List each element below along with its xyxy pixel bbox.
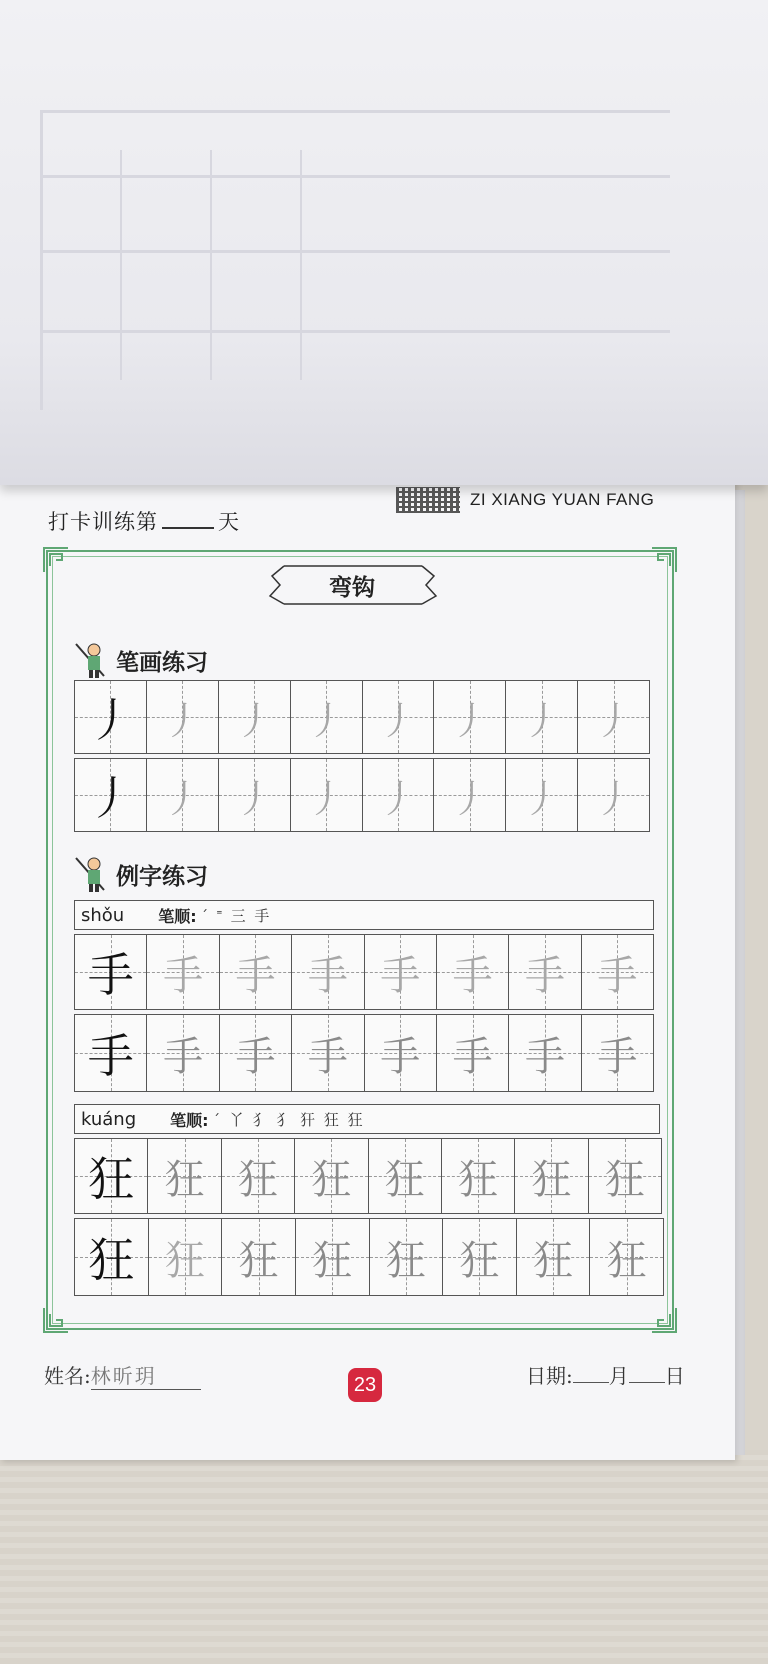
char-trace: 手 (307, 952, 348, 999)
grid-cell (290, 759, 362, 831)
grid-cell (294, 1139, 367, 1213)
grid-cell (295, 1219, 369, 1295)
grid-cell (369, 1219, 443, 1295)
corner-ornament-icon (650, 1306, 678, 1334)
grid-cell (148, 1219, 222, 1295)
name-field: 姓名:林昕玥 (44, 1360, 201, 1390)
corner-ornament-icon (42, 1306, 70, 1334)
grid-cell (146, 935, 218, 1009)
char-trace: 手 (235, 952, 276, 999)
page-stack-edge (735, 490, 745, 1455)
stroke-trace: 丿 (522, 698, 561, 743)
grid-cell (581, 1015, 653, 1091)
char-model: 狂 (88, 1152, 135, 1206)
char-handwritten: 狂 (384, 1156, 425, 1203)
char-trace: 手 (597, 952, 638, 999)
grid-cell (441, 1139, 514, 1213)
char-section-heading: 例字练习 (74, 854, 208, 894)
stroke-practice-row (74, 680, 650, 754)
char-handwritten: 狂 (459, 1237, 500, 1284)
grid-cell (219, 1015, 291, 1091)
checkin-header: 打卡训练第 天 (48, 510, 240, 534)
char-model: 手 (87, 1029, 134, 1083)
char-trace: 手 (524, 952, 565, 999)
grid-cell (75, 681, 146, 753)
stroke-order-label: 笔顺: (170, 1110, 209, 1130)
grid-cell (221, 1219, 295, 1295)
grid-cell (364, 935, 436, 1009)
char-handwritten: 狂 (385, 1237, 426, 1284)
grid-cell (291, 935, 363, 1009)
grid-cell (221, 1139, 294, 1213)
previous-page-flap (0, 0, 768, 485)
page-title: 弯钩 (329, 574, 375, 601)
stroke-trace: 丿 (378, 776, 417, 821)
char-handwritten: 狂 (604, 1156, 645, 1203)
grid-cell (505, 759, 577, 831)
qr-code-icon (396, 487, 460, 513)
char-handwritten: 狂 (238, 1237, 279, 1284)
grid-cell (218, 681, 290, 753)
grid-cell (577, 681, 649, 753)
grid-cell (505, 681, 577, 753)
char-handwritten: 狂 (531, 1156, 572, 1203)
char-practice-row (74, 1218, 664, 1296)
student-figure-icon (74, 854, 110, 894)
grid-cell (75, 1219, 148, 1295)
grid-cell (436, 1015, 508, 1091)
char-model: 手 (87, 948, 134, 1002)
char-handwritten: 手 (524, 1033, 565, 1080)
student-name: 林昕玥 (91, 1360, 201, 1390)
char-handwritten: 手 (380, 1033, 421, 1080)
grid-cell (433, 681, 505, 753)
title-banner (262, 562, 442, 608)
grid-cell (218, 759, 290, 831)
char-handwritten: 狂 (311, 1156, 352, 1203)
char-handwritten: 狂 (606, 1237, 647, 1284)
grid-cell (508, 935, 580, 1009)
stroke-section-heading: 笔画练习 (74, 640, 208, 680)
char-practice-row (74, 1014, 654, 1092)
grid-cell (146, 681, 218, 753)
grid-cell (589, 1219, 663, 1295)
grid-cell (290, 681, 362, 753)
stroke-trace: 丿 (307, 776, 346, 821)
corner-ornament-icon (42, 546, 70, 574)
stroke-trace: 丿 (450, 698, 489, 743)
grid-cell (368, 1139, 441, 1213)
stroke-trace: 丿 (163, 776, 202, 821)
char-handwritten: 狂 (312, 1237, 353, 1284)
char-handwritten: 狂 (533, 1237, 574, 1284)
char-trace: 狂 (164, 1237, 205, 1284)
stroke-model: 丿 (87, 771, 134, 825)
grid-cell (364, 1015, 436, 1091)
grid-cell (581, 935, 653, 1009)
char-practice-row (74, 1138, 662, 1214)
stroke-trace: 丿 (594, 776, 633, 821)
stroke-model: 丿 (87, 693, 134, 747)
stroke-trace: 丿 (163, 698, 202, 743)
char-handwritten: 狂 (237, 1156, 278, 1203)
grid-cell (508, 1015, 580, 1091)
stroke-trace: 丿 (307, 698, 346, 743)
char-model: 狂 (88, 1233, 135, 1287)
char-handwritten: 手 (163, 1033, 204, 1080)
char-handwritten: 狂 (458, 1156, 499, 1203)
grid-cell (516, 1219, 590, 1295)
char-handwritten: 狂 (164, 1156, 205, 1203)
grid-cell (219, 935, 291, 1009)
grid-cell (436, 935, 508, 1009)
char-handwritten: 手 (452, 1033, 493, 1080)
char-handwritten: 手 (307, 1033, 348, 1080)
char-handwritten: 手 (235, 1033, 276, 1080)
date-field: 日期: 月 日 (526, 1364, 685, 1388)
grid-cell (146, 759, 218, 831)
stroke-trace: 丿 (235, 698, 274, 743)
grid-cell (588, 1139, 661, 1213)
stroke-order: ´ ˭ 三 手 (200, 906, 272, 925)
char-trace: 手 (452, 952, 493, 999)
stroke-order: ´ 丫 犭 犭 犴 狂 狂 (212, 1110, 365, 1129)
stroke-order-label: 笔顺: (158, 906, 197, 926)
stroke-trace: 丿 (378, 698, 417, 743)
day-blank (162, 509, 214, 529)
char-practice-row (74, 934, 654, 1010)
grid-cell (362, 681, 434, 753)
brand-text: ZI XIANG YUAN FANG (470, 490, 655, 509)
corner-ornament-icon (650, 546, 678, 574)
char-trace: 手 (163, 952, 204, 999)
pinyin: kuáng (81, 1108, 137, 1130)
grid-cell (75, 1015, 146, 1091)
grid-cell (362, 759, 434, 831)
grid-cell (442, 1219, 516, 1295)
student-figure-icon (74, 640, 110, 680)
char-trace: 手 (380, 952, 421, 999)
grid-cell (75, 1139, 147, 1213)
stroke-practice-row (74, 758, 650, 832)
pinyin: shǒu (81, 904, 125, 926)
char-handwritten: 手 (597, 1033, 638, 1080)
desk-surface (0, 1450, 768, 1664)
grid-cell (146, 1015, 218, 1091)
grid-cell (75, 759, 146, 831)
grid-cell (433, 759, 505, 831)
grid-cell (577, 759, 649, 831)
stroke-trace: 丿 (450, 776, 489, 821)
grid-cell (514, 1139, 587, 1213)
char-info-bar (74, 900, 654, 930)
char-info-bar (74, 1104, 660, 1134)
page-number-badge: 23 (348, 1368, 382, 1402)
stroke-trace: 丿 (594, 698, 633, 743)
grid-cell (291, 1015, 363, 1091)
grid-cell (147, 1139, 220, 1213)
grid-cell (75, 935, 146, 1009)
stroke-trace: 丿 (522, 776, 561, 821)
stroke-trace: 丿 (235, 776, 274, 821)
